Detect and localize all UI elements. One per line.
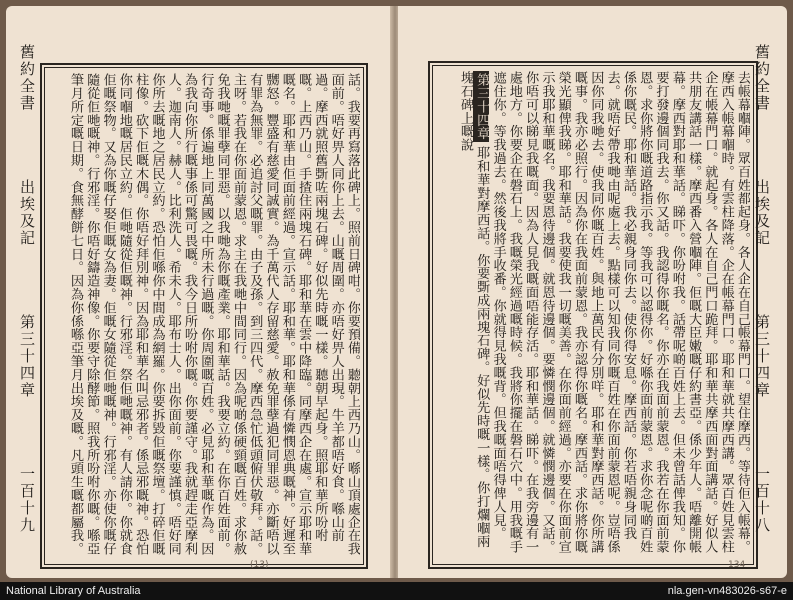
right-body-text <box>436 71 750 559</box>
left-text-frame <box>40 63 368 569</box>
left-header-chapter: 第三十四章 <box>18 314 36 399</box>
left-header-book: 出埃及記 <box>18 179 36 247</box>
left-header-title: 舊約全書 <box>18 44 36 112</box>
left-header-column <box>18 44 36 534</box>
right-page <box>398 6 787 578</box>
right-header-title: 舊約全書 <box>753 44 771 112</box>
right-body-after: 耶和華對摩西話。你要斲成兩塊石碑。好似先時嘅一樣。你打爛嗰兩塊石碑上嘅說 <box>457 71 490 548</box>
right-header-chapter: 第三十四章 <box>753 314 771 399</box>
right-text-frame <box>428 61 758 569</box>
left-page-number: 一百十九 <box>18 466 36 534</box>
left-footer-mark: (13) <box>250 560 269 570</box>
right-header-column <box>753 44 771 534</box>
library-footer-bar <box>0 582 793 600</box>
right-body-before: 去帳幕嗰陣。眾百姓都起身。各人企在自己帳幕門口。望住摩西。等待佢入帳幕。摩西入帳幕嗰時。有雲柱降落。企在帳幕門口。耶和華就共摩西講。眾百姓見雲柱企在帳幕門口。就起身。各人在自己門口跪拜。耶和華共摩西面對面講話。好似人共朋友講話一樣。摩西番入營嗰陣。佢嘅大臣嫩嘅仔約書亞。係少年人。唔離開帳幕。摩西對耶和華話。睇吓。你吩咐我。話帶呢啲百姓上去。但未曾話俾我知。你要打發邊個同我去。你又話。我認得你嘅名。你亦在我面前蒙恩。我若在你面前蒙恩。求你將你嘅道路指示我。等我可以認得你。好喺你面前蒙恩。求你念呢啲百姓係你嘅民。耶和華話。我必親身同你去。使你得安息。摩西話。你若唔親身同我去。就唔好帶我哋由呢處上去。點樣可以知我同你嘅百姓在你面前蒙恩呢。豈唔係因你同我哋去。使我同你嘅百姓。與地上萬民有分別咩。耶和華對摩西話。你所講嘅事。我亦必照行。因為你在我面前蒙恩。我亦認得你嘅名。摩西話。求你將你嘅榮光顯俾我睇。耶和華話。我要使我一切嘅美善。在你面前經過。亦要在你面前宣示我耶和華嘅名。我要恩待邊個。就恩待邊個。要憐憫邊個。就憐憫邊個。又話。你唔可以睇見我嘅面。因為人見我嘅面唔能存活。耶和華話。睇吓。在我旁邊有一處地方。你要企在磐石上。我嘅榮光經過嘅時候。我將你擺在磐石穴中。用我嘅手遮住你。等我過去。然後我將手收番。你就得見我嘅背。但我嘅面唔得俾人見。 <box>490 71 750 554</box>
footer-left-credit: National Library of Australia <box>6 585 141 597</box>
left-page <box>6 6 392 578</box>
right-page-number: 一百十八 <box>753 466 771 534</box>
left-body-text: 話。我要再寫落此碑上。照前日碑咁。你要預備。聽朝上西乃山。喺山頂處企在我面前。唔好畀人同你上去。山嘅周圍。亦唔好畀人出現。牛羊都唔好食。喺山前過。摩西就照舊斲咗兩塊石碑。好似先時嘅一樣。聽朝早起身。照耶和華所吩咐嘅。上西乃山。手揸住兩塊石碑。耶和華在雲中降臨。同摩西企在處。宣示耶和華嘅名。耶和華由佢面前經過。宣示話。耶和華。耶和華係有憐憫恩典嘅神。好遲至嬲怒。豐盛有慈愛同誠實。為千萬代人存留慈愛。赦免罪孽過犯同罪惡。亦斷唔以有罪為無罪。必追討父嘅罪。由子及孫。到三四代。摩西急忙低頭俯伏敬拜。話。主呀。若我在你面前蒙恩。求主在我哋中間同行。因為呢啲係硬頸嘅百姓。求你赦免我哋嘅罪孽同罪惡。以我哋為你嘅產業。耶和華話。我要立約。在你百姓面前。行奇事。係遍地上同萬國之中所未行過嘅。你周圍嘅百姓。必見耶和華嘅作為。因為我向你所行嘅事係可驚可畏嘅。我今日所吩咐你嘅。你要謹守。我就趕走亞摩利人。迦南人。赫人。比利洗人。希未人。耶布士人。出你面前。你要謹慎。唔好同你所去嘅地之居民立約。恐怕佢喺你中間成為網羅。你要拆毀佢嘅祭壇。打碎佢嘅柱像。砍下佢嘅木偶。你唔好拜別神。因為耶和華名叫忌邪者。係忌邪嘅神。恐怕你同嗰地嘅居民立約。佢哋隨從佢嘅神。行邪淫。祭佢哋嘅神。有人請你。你就食佢嘅祭物。又為你嘅仔娶佢嘅女為妻。佢嘅女隨從佢哋嘅神。行邪淫。亦使你嘅仔隨從佢哋嘅神。行邪淫。你唔好鑄造神像。你要守除酵節。照我所吩咐你嘅。喺亞筆月所定嘅日期。食無酵餅七日。因為你係喺亞筆月出埃及嘅。凡頭生嘅都屬我。 <box>67 73 360 556</box>
chapter-heading-mark: 第三十四章 <box>474 73 490 140</box>
footer-right-id: nla.gen-vn483026-s67-e <box>667 585 787 597</box>
right-footer-mark: 134 <box>728 560 746 570</box>
right-header-book: 出埃及記 <box>753 179 771 247</box>
